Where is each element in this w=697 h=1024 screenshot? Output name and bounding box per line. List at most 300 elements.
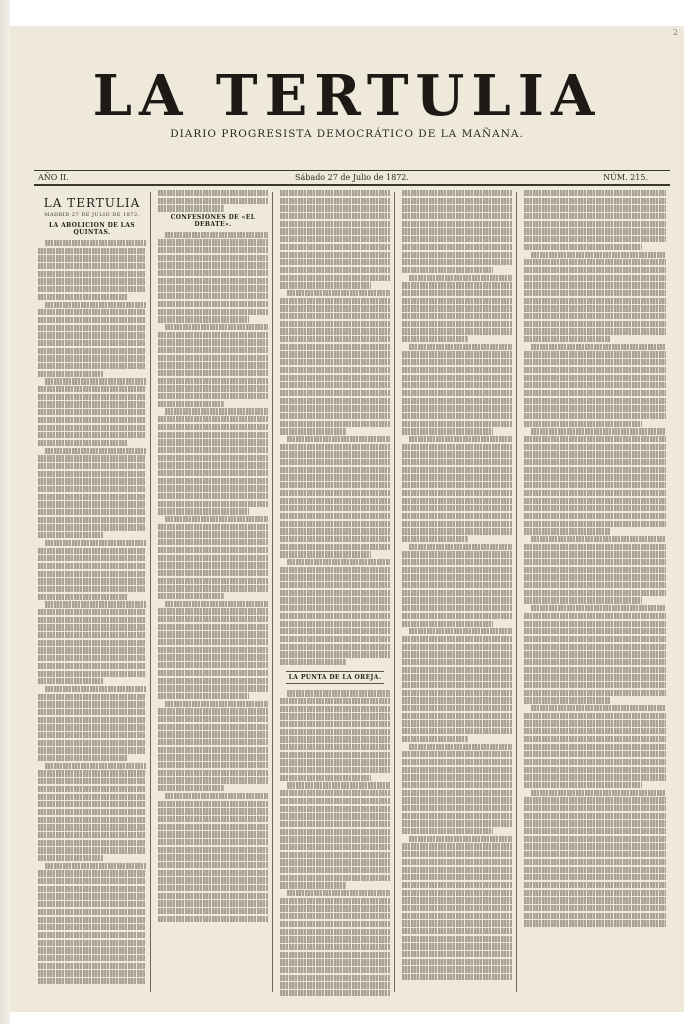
text-line <box>280 798 390 804</box>
column-dateline: MADRID 27 DE JULIO DE 1872. <box>44 212 140 218</box>
text-line <box>158 854 268 860</box>
text-line <box>402 236 512 242</box>
text-line <box>402 267 493 273</box>
text-line <box>524 859 666 865</box>
text-line <box>402 244 512 250</box>
text-line <box>38 893 146 899</box>
text-line <box>158 355 268 361</box>
text-line <box>402 221 512 227</box>
text-line <box>38 386 146 392</box>
text-line <box>280 375 390 381</box>
text-line <box>524 682 666 688</box>
text-line <box>38 394 146 400</box>
text-line <box>38 471 146 477</box>
text-line <box>38 817 146 823</box>
text-line <box>402 597 512 603</box>
text-line <box>158 801 268 807</box>
text-line <box>280 528 390 534</box>
text-line <box>402 498 512 504</box>
text-line <box>402 521 512 527</box>
text-line <box>38 571 146 577</box>
text-line <box>280 328 390 334</box>
text-line <box>38 317 146 323</box>
text-line <box>402 590 512 596</box>
text-line <box>280 752 390 758</box>
text-line <box>280 859 390 865</box>
text-line <box>158 908 268 914</box>
text-line <box>158 870 268 876</box>
text-line <box>38 909 146 915</box>
text-line <box>280 729 390 735</box>
text-line <box>158 708 268 714</box>
text-line <box>45 240 146 246</box>
text-line <box>524 398 666 404</box>
text-line <box>158 531 268 537</box>
text-line <box>280 959 390 965</box>
text-line <box>524 298 666 304</box>
text-line <box>38 494 146 500</box>
text-line <box>402 913 512 919</box>
text-line <box>524 474 666 480</box>
text-line <box>287 690 390 696</box>
text-line <box>158 785 224 791</box>
text-line <box>402 767 512 773</box>
text-line <box>280 398 390 404</box>
text-line <box>45 763 146 769</box>
text-line <box>402 882 512 888</box>
text-line <box>280 613 390 619</box>
text-line <box>280 413 390 419</box>
text-line <box>402 682 512 688</box>
text-line <box>524 582 666 588</box>
text-line <box>158 547 268 553</box>
text-line <box>402 644 512 650</box>
text-line <box>38 555 146 561</box>
issue-date: Sábado 27 de Julio de 1872. <box>295 173 409 182</box>
text-line <box>38 655 146 661</box>
text-line <box>158 808 268 814</box>
text-line <box>280 313 390 319</box>
text-line <box>38 332 146 338</box>
column-paper-name: LA TERTULIA <box>43 196 141 210</box>
text-line <box>402 313 512 319</box>
text-line <box>38 732 146 738</box>
text-line <box>280 605 390 611</box>
text-line <box>402 298 512 304</box>
text-line <box>158 654 268 660</box>
text-line <box>402 336 468 342</box>
text-line <box>402 759 512 765</box>
text-line <box>280 929 390 935</box>
text-line <box>38 440 128 446</box>
text-line <box>165 516 268 522</box>
text-line <box>38 901 146 907</box>
text-line <box>280 505 390 511</box>
text-line <box>38 701 146 707</box>
text-line <box>158 739 268 745</box>
text-line <box>38 724 146 730</box>
column-separator <box>516 192 517 992</box>
text-line <box>280 713 390 719</box>
text-line <box>402 582 512 588</box>
text-line <box>280 813 390 819</box>
text-line <box>45 863 146 869</box>
text-line <box>280 721 390 727</box>
text-line <box>280 582 390 588</box>
text-line <box>165 408 268 414</box>
text-line <box>38 878 146 884</box>
text-line <box>524 697 610 703</box>
text-line <box>402 375 512 381</box>
text-line <box>402 382 512 388</box>
text-line <box>280 867 390 873</box>
text-line <box>531 428 666 434</box>
text-line <box>280 875 390 881</box>
text-line <box>524 828 666 834</box>
text-line <box>524 836 666 842</box>
text-line <box>158 731 268 737</box>
text-line <box>158 432 268 438</box>
text-line <box>524 205 666 211</box>
text-line <box>158 824 268 830</box>
text-line <box>38 671 146 677</box>
text-line <box>280 574 390 580</box>
text-line <box>402 528 512 534</box>
text-line <box>280 513 390 519</box>
text-line <box>45 378 146 384</box>
issue-number: NÚM. 215. <box>603 173 648 182</box>
text-line <box>158 670 268 676</box>
text-line <box>531 252 666 258</box>
text-line <box>158 262 268 268</box>
text-line <box>524 436 666 442</box>
text-line <box>38 348 146 354</box>
text-line <box>38 617 146 623</box>
text-line <box>524 774 666 780</box>
text-line <box>402 213 512 219</box>
text-line <box>158 847 268 853</box>
text-line <box>402 398 512 404</box>
text-line <box>280 536 390 542</box>
text-line <box>287 890 390 896</box>
text-line <box>38 717 146 723</box>
text-line <box>38 870 146 876</box>
header-rule-top <box>34 170 670 171</box>
text-line <box>402 559 512 565</box>
masthead-subtitle: DIARIO PROGRESISTA DEMOCRÁTICO DE LA MAÑANA. <box>170 128 524 140</box>
text-line <box>38 840 146 846</box>
text-line <box>524 282 666 288</box>
text-line <box>524 390 666 396</box>
text-line <box>402 782 512 788</box>
text-line <box>524 336 610 342</box>
text-line <box>38 755 128 761</box>
text-line <box>158 293 268 299</box>
text-line <box>280 990 390 996</box>
text-line <box>38 463 146 469</box>
text-line <box>280 736 390 742</box>
text-line <box>402 451 512 457</box>
text-line <box>524 667 666 673</box>
text-line <box>402 536 468 542</box>
text-line <box>280 844 390 850</box>
text-line <box>165 232 268 238</box>
text-line <box>287 782 390 788</box>
text-line <box>524 713 666 719</box>
text-line <box>524 375 666 381</box>
text-line <box>402 736 468 742</box>
text-line <box>38 970 146 976</box>
text-line <box>38 478 146 484</box>
text-line <box>531 790 666 796</box>
text-line <box>531 344 666 350</box>
text-line <box>45 302 146 308</box>
text-line <box>402 259 512 265</box>
text-line <box>158 524 268 530</box>
text-line <box>158 462 268 468</box>
text-line <box>402 966 512 972</box>
text-line <box>158 839 268 845</box>
text-line <box>158 647 268 653</box>
text-line <box>524 213 666 219</box>
text-line <box>158 439 268 445</box>
text-line <box>38 524 146 530</box>
text-line <box>524 736 666 742</box>
text-line <box>402 851 512 857</box>
text-line <box>38 286 146 292</box>
text-line <box>38 963 146 969</box>
text-line <box>402 936 512 942</box>
text-line <box>280 567 390 573</box>
text-line <box>524 513 666 519</box>
text-line <box>402 920 512 926</box>
text-line <box>158 270 268 276</box>
column-5 <box>522 190 668 998</box>
text-line <box>524 613 666 619</box>
text-line <box>280 421 390 427</box>
text-line <box>280 305 390 311</box>
text-line <box>402 551 512 557</box>
text-line <box>402 567 512 573</box>
text-line <box>38 747 146 753</box>
text-line <box>158 555 268 561</box>
text-line <box>38 809 146 815</box>
text-line <box>38 647 146 653</box>
text-line <box>524 459 666 465</box>
text-line <box>158 593 224 599</box>
text-line <box>280 351 390 357</box>
text-line <box>524 621 666 627</box>
text-line <box>38 932 146 938</box>
text-line <box>402 513 512 519</box>
text-line <box>524 198 666 204</box>
text-line <box>158 347 268 353</box>
text-line <box>38 632 146 638</box>
text-line <box>280 367 390 373</box>
text-line <box>38 425 146 431</box>
text-line <box>524 351 666 357</box>
text-line <box>38 501 146 507</box>
article-heading: LA ABOLICION DE LAS QUINTAS. <box>48 222 136 236</box>
text-line <box>280 451 390 457</box>
column-1 <box>36 190 148 998</box>
text-line <box>409 836 512 842</box>
text-line <box>402 390 512 396</box>
text-line <box>402 905 512 911</box>
newspaper-page <box>10 26 684 1012</box>
text-line <box>524 444 666 450</box>
text-line <box>280 344 390 350</box>
text-line <box>524 644 666 650</box>
text-line <box>280 621 390 627</box>
text-line <box>402 282 512 288</box>
text-line <box>402 228 512 234</box>
text-line <box>524 451 666 457</box>
text-line <box>524 574 666 580</box>
text-line <box>280 790 390 796</box>
text-line <box>158 716 268 722</box>
text-line <box>158 378 268 384</box>
text-line <box>402 328 512 334</box>
text-line <box>158 885 268 891</box>
text-line <box>402 428 493 434</box>
text-line <box>524 367 666 373</box>
text-line <box>524 359 666 365</box>
text-line <box>524 275 666 281</box>
text-line <box>524 674 666 680</box>
text-line <box>38 778 146 784</box>
text-line <box>158 916 268 922</box>
text-line <box>280 244 390 250</box>
text-line <box>280 482 390 488</box>
text-line <box>280 975 390 981</box>
text-line <box>524 797 666 803</box>
text-line <box>409 436 512 442</box>
text-line <box>165 701 268 707</box>
text-line <box>280 744 390 750</box>
text-line <box>158 247 268 253</box>
text-line <box>280 659 346 665</box>
text-line <box>280 898 390 904</box>
text-line <box>402 897 512 903</box>
text-line <box>38 486 146 492</box>
text-line <box>38 678 103 684</box>
text-line <box>158 198 268 204</box>
text-line <box>38 770 146 776</box>
text-line <box>402 928 512 934</box>
text-line <box>524 751 666 757</box>
text-line <box>524 590 666 596</box>
text-line <box>402 667 512 673</box>
column-3 <box>278 190 392 998</box>
text-line <box>524 843 666 849</box>
text-line <box>165 601 268 607</box>
text-line <box>524 759 666 765</box>
text-line <box>402 574 512 580</box>
text-line <box>158 862 268 868</box>
text-line <box>38 578 146 584</box>
text-line <box>280 551 371 557</box>
text-line <box>409 544 512 550</box>
text-line <box>402 705 512 711</box>
text-line <box>280 590 390 596</box>
text-line <box>524 413 666 419</box>
text-line <box>402 943 512 949</box>
text-line <box>280 498 390 504</box>
text-line <box>158 616 268 622</box>
text-line <box>524 244 642 250</box>
text-line <box>158 309 268 315</box>
text-line <box>38 609 146 615</box>
text-line <box>38 294 128 300</box>
text-line <box>524 259 666 265</box>
text-line <box>524 305 666 311</box>
text-line <box>524 382 666 388</box>
text-line <box>524 890 666 896</box>
issue-info-row <box>34 172 670 184</box>
text-line <box>524 228 666 234</box>
text-line <box>158 455 268 461</box>
text-line <box>280 882 346 888</box>
text-line <box>38 255 146 261</box>
page-number: 2 <box>672 28 678 37</box>
text-line <box>280 636 390 642</box>
text-line <box>280 597 390 603</box>
text-line <box>158 501 268 507</box>
text-line <box>402 621 493 627</box>
text-line <box>158 239 268 245</box>
text-line <box>280 198 390 204</box>
text-line <box>524 421 642 427</box>
text-line <box>38 947 146 953</box>
text-line <box>158 385 268 391</box>
text-line <box>38 517 146 523</box>
text-line <box>524 505 666 511</box>
text-line <box>402 467 512 473</box>
text-line <box>402 351 512 357</box>
text-line <box>158 816 268 822</box>
text-line <box>524 551 666 557</box>
text-line <box>280 628 390 634</box>
text-line <box>280 852 390 858</box>
text-line <box>38 855 103 861</box>
text-line <box>280 913 390 919</box>
text-line <box>38 548 146 554</box>
text-line <box>158 685 268 691</box>
text-line <box>158 278 268 284</box>
text-line <box>524 820 666 826</box>
text-line <box>402 720 512 726</box>
text-line <box>280 967 390 973</box>
text-line <box>531 605 666 611</box>
text-line <box>38 955 146 961</box>
text-line <box>280 252 390 258</box>
text-line <box>38 740 146 746</box>
text-line <box>280 490 390 496</box>
text-line <box>280 651 390 657</box>
text-line <box>158 508 249 514</box>
text-line <box>524 636 666 642</box>
text-line <box>524 767 666 773</box>
text-line <box>402 697 512 703</box>
text-line <box>158 539 268 545</box>
text-line <box>280 821 390 827</box>
text-line <box>524 805 666 811</box>
text-line <box>402 252 512 258</box>
text-line <box>524 597 642 603</box>
text-line <box>158 447 268 453</box>
text-line <box>524 628 666 634</box>
